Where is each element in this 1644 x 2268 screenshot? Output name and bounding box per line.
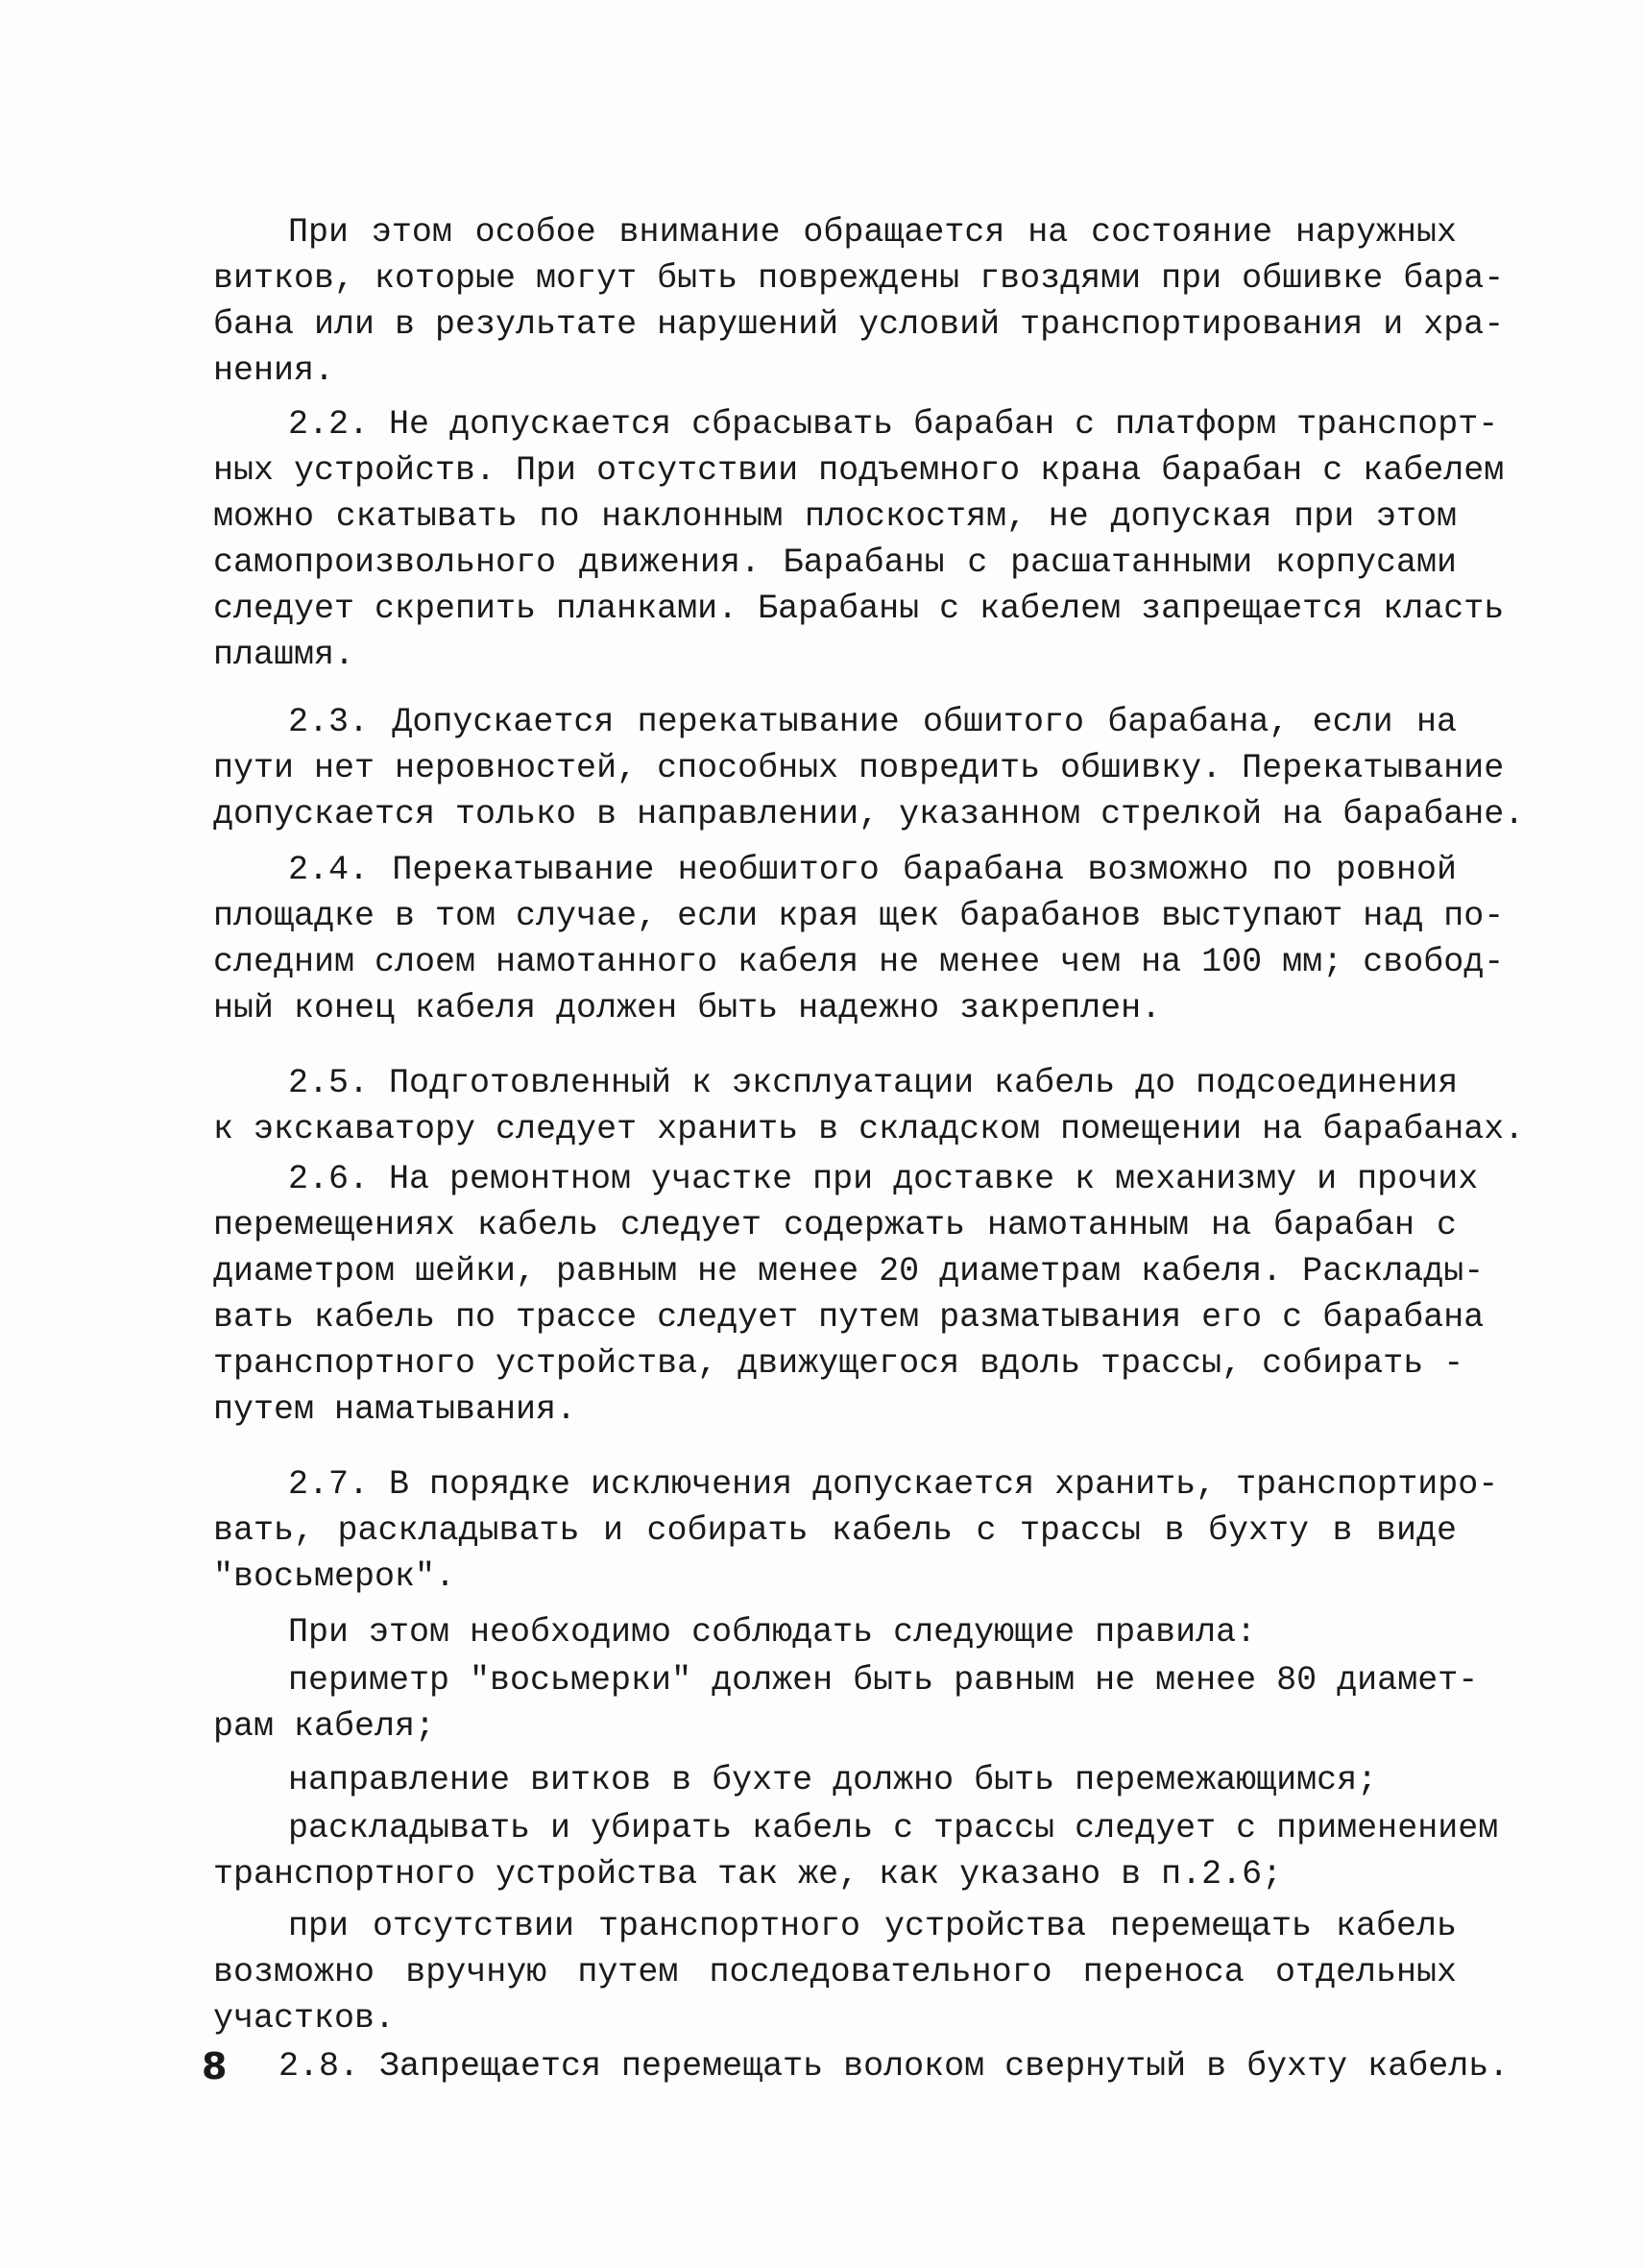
text-line: ный конец кабеля должен быть надежно закреплен. bbox=[213, 989, 1162, 1027]
text-line: вать кабель по трассе следует путем разматывания его с барабана bbox=[213, 1298, 1485, 1337]
text-line: при отсутствии транспортного устройства перемещать кабель bbox=[288, 1907, 1457, 1945]
text-line: транспортного устройства, движущегося вдоль трассы, собирать - bbox=[213, 1344, 1464, 1383]
text-line: возможно вручную путем последовательного переноса отдельных bbox=[213, 1953, 1457, 1991]
text-line: допускается только в направлении, указанном стрелкой на барабане. bbox=[213, 795, 1525, 833]
text-line: путем наматывания. bbox=[213, 1390, 577, 1429]
text-line: 2.8. Запрещается перемещать волоком свернутый в бухту кабель. bbox=[278, 2047, 1510, 2086]
text-line: 2.5. Подготовленный к эксплуатации кабель до подсоединения bbox=[288, 1064, 1459, 1102]
text-line: транспортного устройства так же, как указано в п.2.6; bbox=[213, 1855, 1283, 1894]
text-line: вать, раскладывать и собирать кабель с трассы в бухту в виде bbox=[213, 1511, 1457, 1550]
text-line: периметр "восьмерки" должен быть равным не менее 80 диамет- bbox=[288, 1661, 1479, 1700]
text-line: 2.2. Не допускается сбрасывать барабан с платформ транспорт- bbox=[288, 405, 1499, 444]
text-line: перемещениях кабель следует содержать намотанным на барабан с bbox=[213, 1206, 1457, 1244]
text-line: участков. bbox=[213, 1999, 396, 2038]
page-number: 8 bbox=[202, 2045, 228, 2087]
text-line: 2.7. В порядке исключения допускается хранить, транспортиро- bbox=[288, 1465, 1499, 1504]
text-line: 2.3. Допускается перекатывание обшитого барабана, если на bbox=[288, 703, 1457, 741]
text-line: раскладывать и убирать кабель с трассы следует с применением bbox=[288, 1809, 1499, 1847]
text-line: направление витков в бухте должно быть перемежающимся; bbox=[288, 1761, 1378, 1799]
text-line: рам кабеля; bbox=[213, 1707, 436, 1746]
text-line: 2.4. Перекатывание необшитого барабана возможно по ровной bbox=[288, 851, 1457, 889]
text-line: При этом необходимо соблюдать следующие правила: bbox=[288, 1613, 1257, 1652]
text-line: 2.6. На ремонтном участке при доставке к механизму и прочих bbox=[288, 1160, 1479, 1198]
text-line: плашмя. bbox=[213, 636, 355, 674]
text-line: следует скрепить планками. Барабаны с кабелем запрещается класть bbox=[213, 590, 1505, 628]
text-line: "восьмерок". bbox=[213, 1557, 456, 1596]
text-line: к экскаватору следует хранить в складском помещении на барабанах. bbox=[213, 1110, 1525, 1148]
text-line: нения. bbox=[213, 351, 335, 390]
text-line: следним слоем намотанного кабеля не менее чем на 100 мм; свобод- bbox=[213, 943, 1505, 981]
text-line: самопроизвольного движения. Барабаны с расшатанными корпусами bbox=[213, 543, 1457, 582]
text-line: витков, которые могут быть повреждены гвоздями при обшивке бара- bbox=[213, 259, 1505, 298]
text-line: можно скатывать по наклонным плоскостям, не допуская при этом bbox=[213, 497, 1457, 536]
text-line: При этом особое внимание обращается на состояние наружных bbox=[288, 213, 1457, 252]
text-line: ных устройств. При отсутствии подъемного крана барабан с кабелем bbox=[213, 451, 1505, 490]
text-line: диаметром шейки, равным не менее 20 диаметрам кабеля. Расклады- bbox=[213, 1252, 1485, 1291]
text-line: бана или в результате нарушений условий транспортирования и хра- bbox=[213, 305, 1505, 344]
text-line: пути нет неровностей, способных повредить обшивку. Перекатывание bbox=[213, 749, 1505, 787]
text-line: площадке в том случае, если края щек барабанов выступают над по- bbox=[213, 897, 1505, 935]
